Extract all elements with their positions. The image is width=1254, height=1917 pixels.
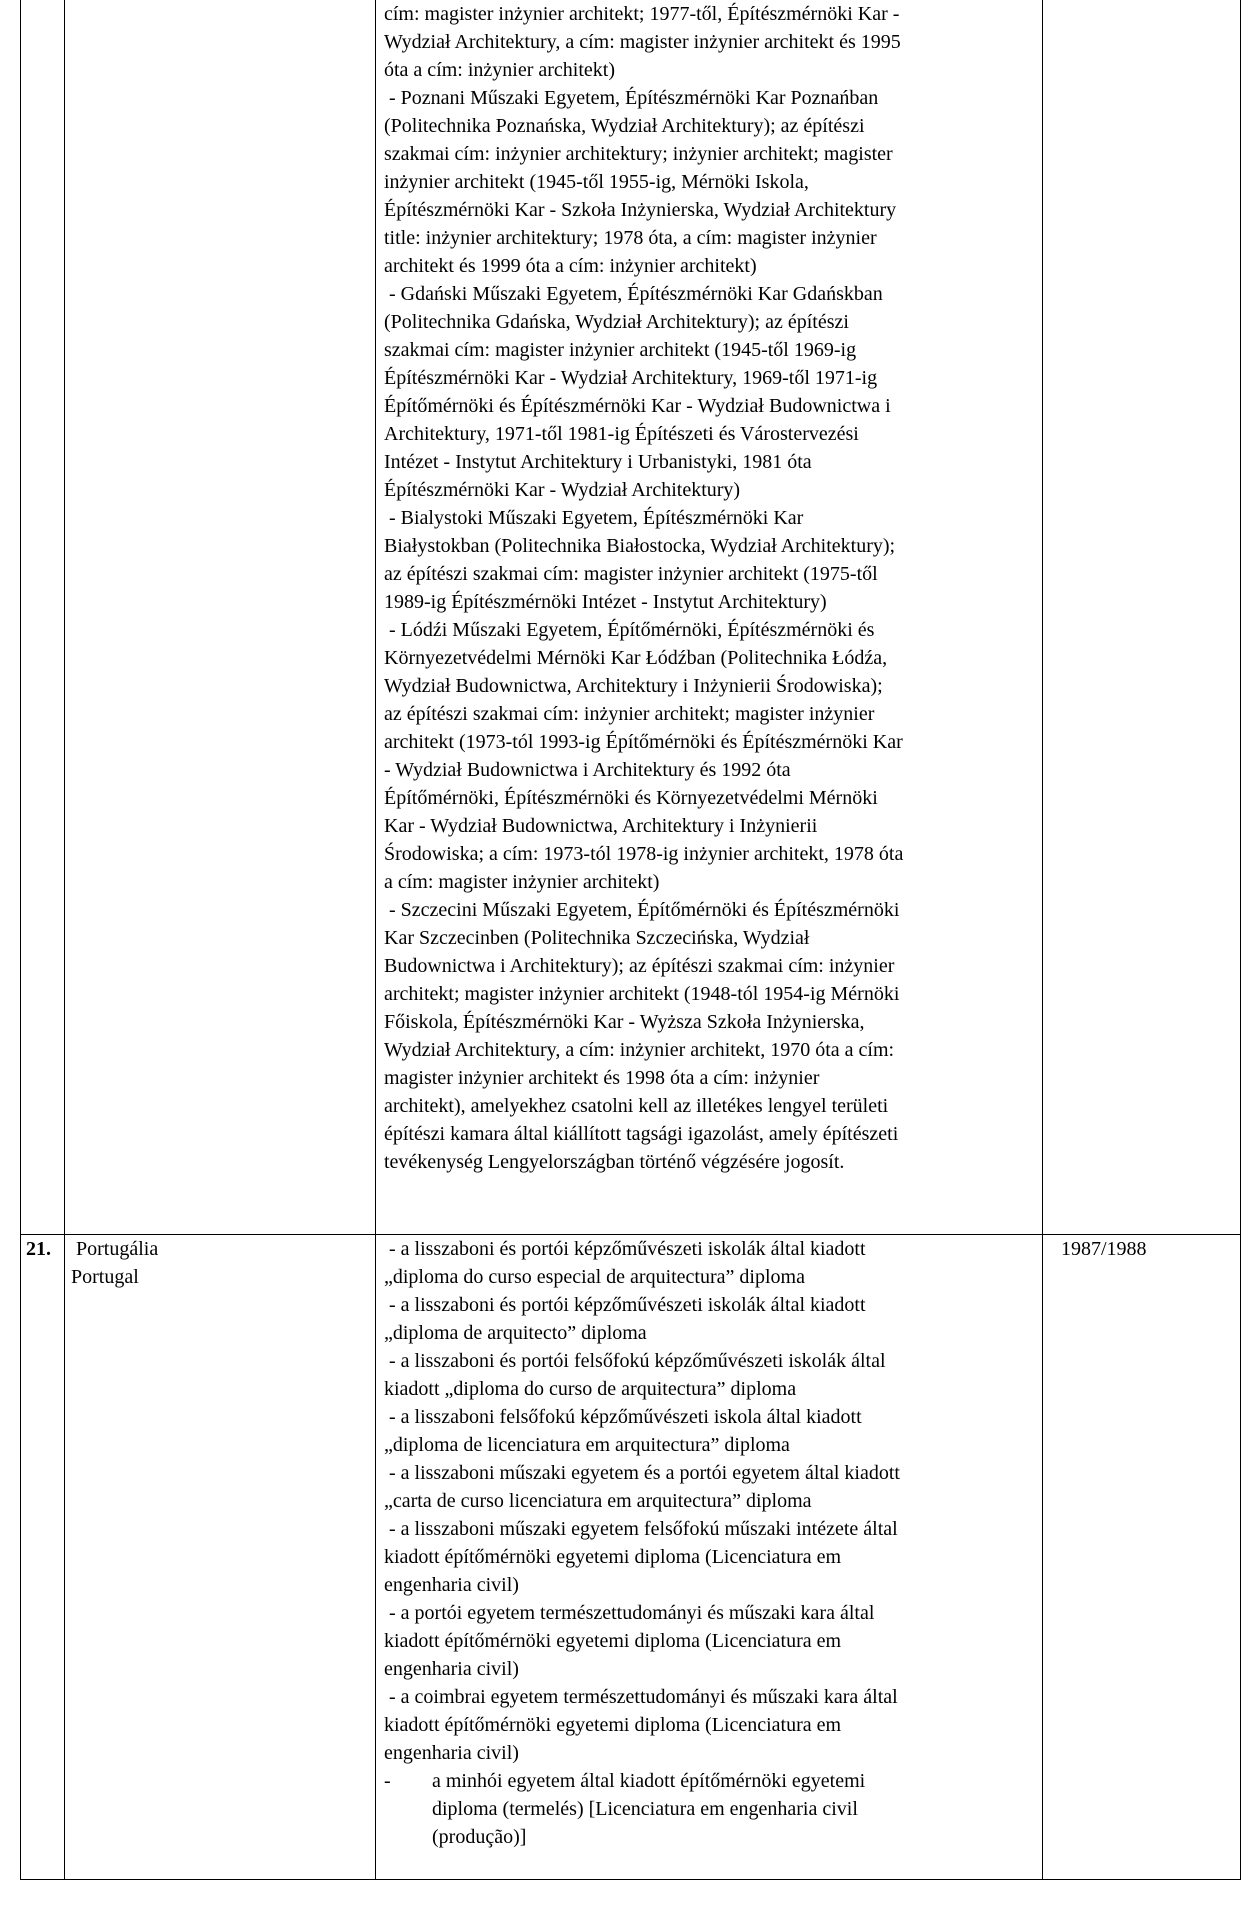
text-line: Környezetvédelmi Mérnöki Kar Łódźban (Politechnika Łódźa,	[384, 647, 888, 669]
text-line: engenharia civil)	[384, 1658, 519, 1680]
text-line: „diploma de licenciatura em arquitectura” diploma	[384, 1434, 790, 1456]
document-page	[20, 0, 1240, 1917]
text-line: - a portói egyetem természettudományi és műszaki kara által	[384, 1602, 875, 1624]
text-line: Wydział Budownictwa, Architektury i Inżynierii Środowiska);	[384, 675, 883, 697]
text-line: architekt és 1999 óta a cím: inżynier architekt)	[384, 255, 757, 277]
text-line: magister inżynier architekt és 1998 óta a cím: inżynier	[384, 1067, 820, 1089]
text-line: szakmai cím: inżynier architektury; inżynier architekt; magister	[384, 143, 893, 165]
text-line: kiadott építőmérnöki egyetemi diploma (Licenciatura em	[384, 1714, 842, 1736]
text-line: title: inżynier architektury; 1978 óta, a cím: magister inżynier	[384, 227, 877, 249]
country-name-hu: Portugália	[71, 1238, 159, 1260]
diploma-cell	[376, 1235, 1043, 1880]
text-line: - a lisszaboni és portói képzőművészeti iskolák által kiadott	[384, 1238, 866, 1260]
text-line: kiadott építőmérnöki egyetemi diploma (Licenciatura em	[384, 1630, 842, 1652]
bullet-text: a minhói egyetem által kiadott építőmérnöki egyetemi	[432, 1770, 866, 1792]
bullet-dash: -	[384, 1770, 391, 1792]
text-line: Środowiska; a cím: 1973-tól 1978-ig inżynier architekt, 1978 óta	[384, 843, 904, 865]
text-line: „diploma do curso especial de arquitectura” diploma	[384, 1266, 805, 1288]
bullet-item	[384, 1767, 1038, 1795]
text-line: Budownictwa i Architektury); az építészi szakmai cím: inżynier	[384, 955, 895, 977]
text-line: - a lisszaboni műszaki egyetem és a portói egyetem által kiadott	[384, 1462, 900, 1484]
text-line: (produção)]	[432, 1826, 527, 1848]
text-line: szakmai cím: magister inżynier architekt (1945-től 1969-ig	[384, 339, 857, 361]
text-line: építészi kamara által kiállított tagsági igazolást, amely építészeti	[384, 1123, 899, 1145]
text-line: az építészi szakmai cím: magister inżynier architekt (1975-től	[384, 563, 878, 585]
text-line: - a lisszaboni és portói képzőművészeti iskolák által kiadott	[384, 1294, 866, 1316]
text-line: „diploma de arquitecto” diploma	[384, 1322, 647, 1344]
text-line: architekt (1973-tól 1993-ig Építőmérnöki és Építészmérnöki Kar	[384, 731, 903, 753]
bullet-continuation	[384, 1795, 1038, 1851]
text-line: Wydział Architektury, a cím: inżynier architekt, 1970 óta a cím:	[384, 1039, 895, 1061]
table-row-continued	[21, 0, 1241, 1235]
text-line: - a lisszaboni műszaki egyetem felsőfokú műszaki intézete által	[384, 1518, 898, 1540]
text-line: Wydział Architektury, a cím: magister inżynier architekt és 1995	[384, 31, 901, 53]
text-line: a cím: magister inżynier architekt)	[384, 871, 660, 893]
text-line: Főiskola, Építészmérnöki Kar - Wyższa Szkoła Inżynierska,	[384, 1011, 865, 1033]
text-line: 1989-ig Építészmérnöki Intézet - Instytut Architektury)	[384, 591, 827, 613]
text-line: Építőmérnöki és Építészmérnöki Kar - Wydział Budownictwa i	[384, 395, 891, 417]
row-number: 21.	[26, 1238, 51, 1260]
text-line: Białystokban (Politechnika Białostocka, Wydział Architektury);	[384, 535, 896, 557]
text-line: - a coimbrai egyetem természettudományi és műszaki kara által	[384, 1686, 898, 1708]
text-line: Építészmérnöki Kar - Wydział Architektury)	[384, 479, 741, 501]
country-cell	[65, 1235, 376, 1880]
text-line: - Poznani Műszaki Egyetem, Építészmérnöki Kar Poznańban	[384, 87, 879, 109]
row-number-cell	[21, 1235, 65, 1880]
text-line: (Politechnika Poznańska, Wydział Architektury); az építészi	[384, 115, 865, 137]
qualification-table	[20, 0, 1241, 1880]
text-line: - Szczecini Műszaki Egyetem, Építőmérnöki és Építészmérnöki	[384, 899, 900, 921]
table-row-21	[21, 1235, 1241, 1880]
text-line: engenharia civil)	[384, 1742, 519, 1764]
text-line: Építészmérnöki Kar - Wydział Architektury, 1969-től 1971-ig	[384, 367, 878, 389]
year-text: 1987/1988	[1061, 1238, 1147, 1260]
text-line: inżynier architekt (1945-től 1955-ig, Mérnöki Iskola,	[384, 171, 809, 193]
row-number-cell	[21, 0, 65, 1235]
text-line: engenharia civil)	[384, 1574, 519, 1596]
text-line: - Wydział Budownictwa i Architektury és 1992 óta	[384, 759, 791, 781]
text-line: architekt), amelyekhez csatolni kell az illetékes lengyel területi	[384, 1095, 889, 1117]
text-line: Építészmérnöki Kar - Szkoła Inżynierska, Wydział Architektury	[384, 199, 897, 221]
year-cell	[1043, 1235, 1241, 1880]
year-cell	[1043, 0, 1241, 1235]
text-line: - a lisszaboni felsőfokú képzőművészeti iskola által kiadott	[384, 1406, 862, 1428]
text-line: kiadott „diploma do curso de arquitectura” diploma	[384, 1378, 797, 1400]
text-line: diploma (termelés) [Licenciatura em engenharia civil	[432, 1798, 858, 1820]
diploma-cell	[376, 0, 1043, 1235]
text-line: - Gdański Műszaki Egyetem, Építészmérnöki Kar Gdańskban	[384, 283, 883, 305]
country-cell	[65, 0, 376, 1235]
text-line: Építőmérnöki, Építészmérnöki és Környezetvédelmi Mérnöki	[384, 787, 878, 809]
diploma-text	[384, 1235, 1038, 1767]
text-line: Architektury, 1971-től 1981-ig Építészeti és Várostervezési	[384, 423, 859, 445]
country-name-pt: Portugal	[71, 1266, 139, 1288]
text-line: Intézet - Instytut Architektury i Urbanistyki, 1981 óta	[384, 451, 812, 473]
text-line: - Lódźi Műszaki Egyetem, Építőmérnöki, Építészmérnöki és	[384, 619, 875, 641]
text-line: óta a cím: inżynier architekt)	[384, 59, 616, 81]
text-line: Kar - Wydział Budownictwa, Architektury i Inżynierii	[384, 815, 818, 837]
text-line: tevékenység Lengyelországban történő végzésére jogosít.	[384, 1151, 845, 1173]
text-line: kiadott építőmérnöki egyetemi diploma (Licenciatura em	[384, 1546, 842, 1568]
text-line: „carta de curso licenciatura em arquitectura” diploma	[384, 1490, 812, 1512]
text-line: Kar Szczecinben (Politechnika Szczecińska, Wydział	[384, 927, 810, 949]
text-line: az építészi szakmai cím: inżynier architekt; magister inżynier	[384, 703, 875, 725]
text-line: cím: magister inżynier architekt; 1977-től, Építészmérnöki Kar -	[384, 3, 900, 25]
text-line: - Bialystoki Műszaki Egyetem, Építészmérnöki Kar	[384, 507, 804, 529]
text-line: (Politechnika Gdańska, Wydział Architektury); az építészi	[384, 311, 849, 333]
text-line: architekt; magister inżynier architekt (1948-tól 1954-ig Mérnöki	[384, 983, 900, 1005]
text-line: - a lisszaboni és portói felsőfokú képzőművészeti iskolák által	[384, 1350, 886, 1372]
diploma-text	[384, 0, 1038, 1176]
